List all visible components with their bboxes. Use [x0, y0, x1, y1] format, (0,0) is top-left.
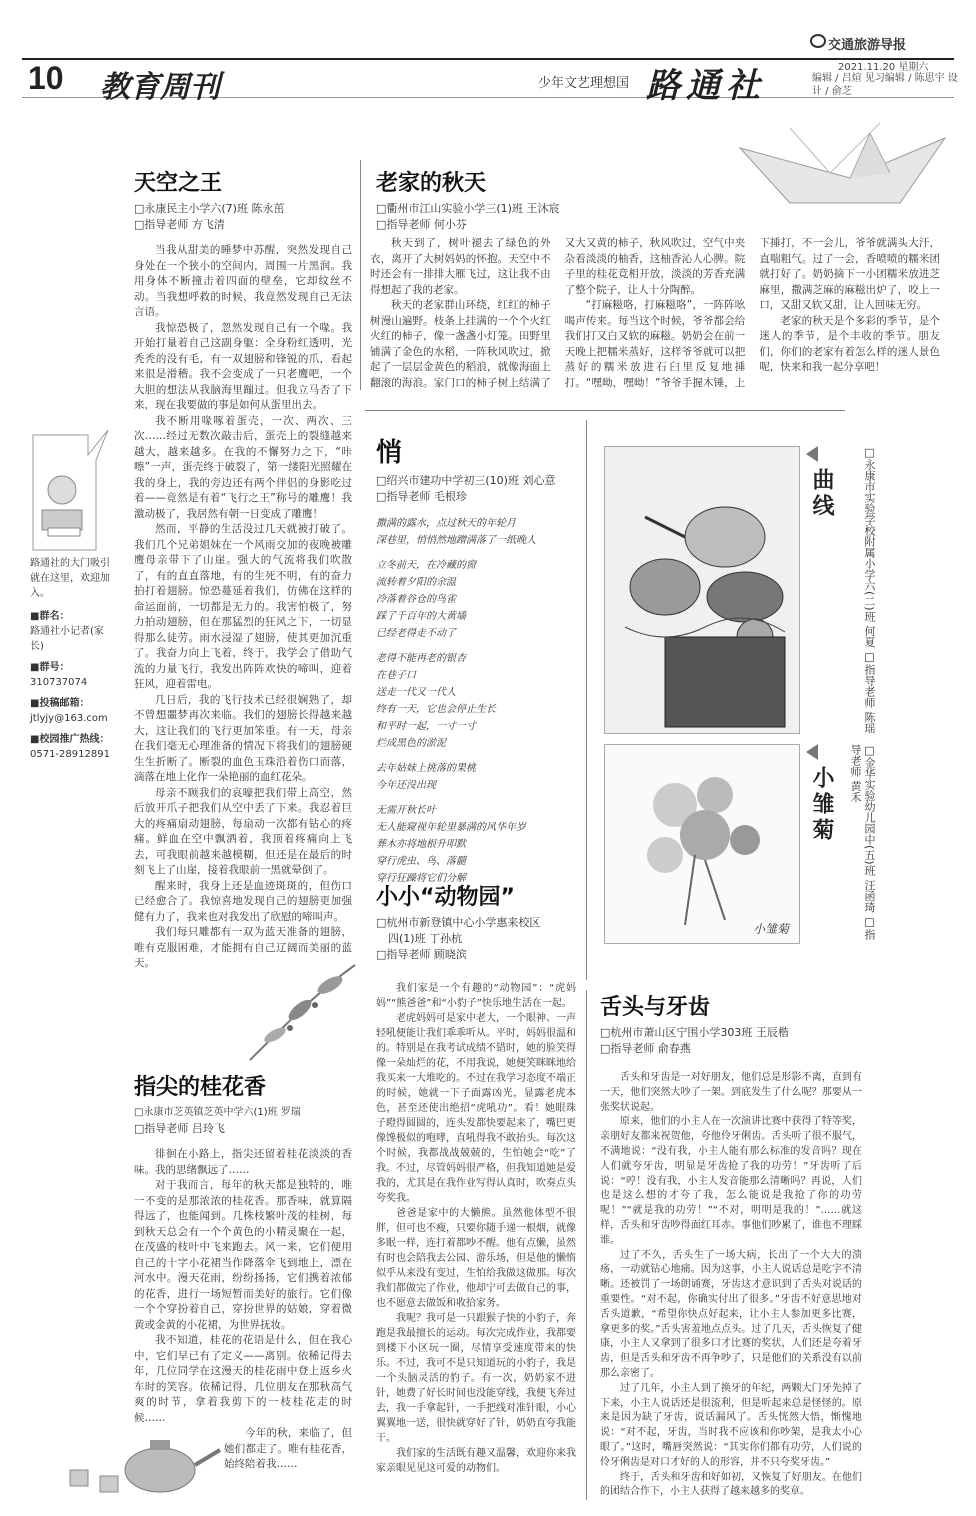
artwork-teacher: □指导老师 陈瑶 — [863, 650, 876, 734]
paragraph: 过了不久，舌头生了一场大病，长出了一个大大的溃疡，一动就钻心地痛。因为这事，小主人说话总是吃字不清晰。还被罚了一场朗诵赛，牙齿这才意识到了舌头对说话的重要性。“对不起，你确实付出了很多。”牙齿不好意思地对舌头道歉，“希望你快点好起来，让小主人参加更多比赛，拿更多的奖。”舌头害羞地点点头。过了几天，舌头恢复了健康，小主人又拿到了很多口才比赛的奖状，人们还是夸着牙齿，但是舌头和牙齿不再争吵了，只是他们的关系没有以前那么亲密了。 — [600, 1249, 862, 1379]
poem-line: 老得不能再老的银杏 — [376, 653, 466, 664]
paragraph: 对于我而言，每年的秋天都是独特的，唯一不变的是那浓浓的桂花香。那香味，就算隔得远了，也能闻到。几株枝繁叶茂的桂树，每到秋天总会有一个个黄色的小精灵聚在一起，在茂盛的枝叶中飞来跑去。风一来，它们便用自己的十字小花裙当作降落伞飞到地上，漂在河水中。漫天花雨，纷纷扬扬，它们携着浓郁的花香，进行一场短暂而美好的旅行。它们像一个个穿扮着自己，穿扮世界的姑娘，穿着微黄或金黄的小花裙，为世界抚妆。 — [134, 1179, 352, 1331]
article-teacher: □指导老师 毛根珍 — [376, 490, 467, 503]
poem-line: 去年姑妹上挑落的果桃 — [376, 763, 476, 774]
poem-line: 已经老得走不动了 — [376, 628, 456, 639]
artwork-author: □永康市实验学校附属小学六(二)班 何夏 — [863, 446, 876, 648]
column-divider — [586, 990, 587, 1500]
artwork-title: 曲线 — [809, 468, 834, 520]
issue-date: 2021.11.20 星期六 — [838, 62, 929, 73]
poem-stanza — [376, 760, 576, 794]
paragraph: 老家的秋天是个多彩的季节，是个迷人的季节，是个丰收的季节。朋友们，你们的老家有着怎么样的迷人景色呢，快来和我一起分享吧！ — [759, 314, 940, 373]
article-body — [134, 243, 352, 972]
section-subtitle: 少年文艺理想国 — [538, 76, 630, 91]
article-teacher: □指导老师 方飞清 — [134, 218, 225, 231]
paragraph: 当我从甜美的睡梦中苏醒，突然发现自己身处在一个狭小的空间内，周围一片黑润。我用身体不断撞击着四面的壁垒，它却纹丝不动。当我想呼救的时候，我竟然发现自己无法言语。 — [134, 244, 352, 318]
hotline-label: ■校园推广热线： — [30, 734, 110, 745]
paragraph: 然而，平静的生活没过几天就被打破了。我们几个兄弟姐妹在一个风雨交加的夜晚被雕鹰母亲带下了山崖。强大的气流将我们吹散了，有的直直落地，有的生死不明，有的奋力拍打着翅膀。惊恐蔓延着我们，仿佛在这样的命运面前，一切都是无力的。我害怕极了，努力拍动翅膀，但在那猛烈的狂风之下，一切显得那么徒劳。雨水浸湿了翅膀，使其更加沉重了。我奋力向上飞着，终于，我学会了借助气流的力量飞行，我发出阵阵欢快的啼叫，迎着狂风，迎着雷电。 — [134, 523, 352, 690]
article-author: □绍兴市建功中学初三(10)班 刘心意 — [376, 474, 556, 487]
article-sky-king — [134, 166, 352, 972]
qq-label: ■群号： — [30, 662, 70, 673]
paragraph: 徘徊在小路上，指尖还留着桂花淡淡的香味。我的思绪飘远了…… — [134, 1148, 352, 1176]
poem-line: 无人能窥视年轮里暴满的风华年岁 — [376, 822, 526, 833]
still-life-teapot-drawing — [605, 447, 800, 734]
artwork-signature: 小雏菊 — [752, 922, 789, 936]
poem-line: 穿行虎虫、鸟、落髓 — [376, 856, 466, 867]
paragraph: 几日后，我的飞行技术已经很娴熟了，却不曾想噩梦再次来临。我们的翅膀长得越来越大，这让我们的飞行更加笨重。有一天，母亲在我们毫无心理准备的情况下将我们的翅膀硬生生折断了。断裂的血色玉珠沿着伤口而落，滴落在地上化作一朵艳丽的血红花朵。 — [134, 693, 352, 783]
poem-line: 流转着夕阳的余温 — [376, 577, 456, 588]
osmanthus-branch-illustration — [230, 960, 360, 1070]
paragraph: “打麻糍咯，打麻糍咯”，一阵阵吆喝声传来。每当这个时候，爷爷都会给我们打又白又软的麻糍。奶奶会在前一天晚上把糯米蒸好，这样爷爷就可以把蒸好的糯米放进石臼里反复地捶打。“嘿呦，嘿呦！”爷爷手握木锤，上下捶打，不一会儿，爷爷就满头大汗，直喘粗气。过了一会，香喷喷的糯米团就打好了。奶奶摘下一小团糯米放进芝麻里，撒满芝麻的麻糍出炉了，咬上一口，又甜又软又甜，让人回味无穷。 — [564, 237, 940, 389]
poem-line: 立冬前天，在冷藏的窗 — [376, 560, 476, 571]
brand-logo-icon — [810, 34, 826, 48]
poem-body — [376, 515, 576, 887]
paragraph: 醒来时，我身上还是血迹斑斑的，但伤口已经愈合了。我惊喜地发现自己的翅膀更加强健有力了，我来也对我发出了欣慰的啼叫声。 — [134, 879, 352, 923]
article-teacher: □指导老师 何小芬 — [376, 218, 467, 231]
poem-line: 和平时一起，一寸一寸 — [376, 721, 476, 732]
poem-line: 烂成黑色的淤泥 — [376, 738, 446, 749]
poem-line: 撒满的露水，点过秋天的年轮月 — [376, 518, 516, 529]
article-title: 悄 — [376, 438, 403, 468]
article-title: 小小“动物园” — [376, 885, 515, 910]
brand-name: 交通旅游导报 — [828, 38, 907, 53]
paragraph: 爸爸是家中的大懒熊。虽然他体型不很胖，但可也不瘦，只要你随手递一根烟，就像多眠一样，连打着都吵不醒。他有点懒，虽然有时也会陪我去公园、游乐场，但是他的懒惰似乎从来没有变过，生怕给我做这做那。每次我们都做完了作业，他却宁可去做自己的事，也不愿意去做饭和收拾家务。 — [376, 1208, 576, 1309]
teapot-illustration — [60, 1420, 230, 1500]
poem-line: 无需开秋长叶 — [376, 805, 436, 816]
poem-stanza — [376, 557, 576, 642]
column-divider — [360, 160, 361, 390]
paragraph: 母亲不顾我们的哀嚎把我们带上高空，然后放开爪子把我们从空中丢了下来。我忍着巨大的疼痛扇动翅膀，每扇动一次都有钻心的疼痛。鲜血在空中飘洒着，我顶着疼痛向上飞去，可我眼前越来越模糊，但还是在最后的时刻飞上了山崖，接着我眼前一黑就晕倒了。 — [134, 786, 352, 876]
column-name: 路通社 — [646, 66, 766, 106]
article-body — [370, 236, 940, 402]
paragraph: 我们每只雕都有一双为蓝天准备的翅膀，唯有克服困难，才能拥有自己辽阔而美丽的蓝天。 — [134, 926, 352, 969]
hotline-value: 0571-28912891 — [30, 749, 110, 760]
email-value[interactable]: jtlyjy@163.com — [30, 713, 108, 724]
qq-value: 310737074 — [30, 677, 88, 688]
paragraph: 原来，他们的小主人在一次演讲比赛中获得了特等奖，亲朋好友都来祝贺他，夸他伶牙俐齿。舌头听了很不服气，不满地说：“没有我，小主人能有那么标准的发音吗？现在人们就夸牙齿，明显是牙齿抢了我的功劳！”牙齿听了后说：“哼！没有我，小主人发音能那么清晰吗？再说，人们也是这么想的才夸了我，怎么能说是我抢了你的功劳呢！”“就是我的功劳！”“不对，明明是我的！”……就这样，舌头和牙齿吵得面红耳赤。事他们吵累了，谁也不理睬谁。 — [600, 1116, 862, 1246]
poem-line: 穿行狂躁将它们分解 — [376, 873, 466, 884]
paragraph: 今年的秋，来临了，但她们都走了。唯有桂花香，始终陪着我…… — [224, 1427, 352, 1470]
article-hometown-autumn — [376, 166, 694, 233]
paragraph: 我们家的生活既有趣又温馨，欢迎你来我家亲眼见见这可爱的动物们。 — [376, 1448, 576, 1474]
paragraph: 过了几年，小主人到了换牙的年纪，两颗大门牙先掉了下来，小主人说话还是很流利，但是听起来总是怪怪的。原来是因为缺了牙齿，说话漏风了。舌头恍然大悟，惭愧地说：“对不起，牙齿，当时我不应该和你吵架，是我太小心眼了。”这时，嘴唇突然说：“其实你们都有功劳，人们说的伶牙俐齿是对口才好的人的形容，并不只夸奖牙齿。” — [600, 1382, 862, 1468]
article-author: □永康民主小学六(7)班 陈永茁 — [134, 202, 285, 215]
article-teacher: □指导老师 顾晓滨 — [376, 948, 467, 961]
article-title: 舌头与牙齿 — [600, 995, 711, 1020]
pointer-triangle-icon — [806, 446, 818, 462]
paragraph: 我不断用喙啄着蛋壳，一次、两次、三次……经过无数次敲击后，蛋壳上的裂缝越来越大，越来越多。在我的不懈努力之下，“咔嚓”一声，蛋壳终于破裂了，第一缕阳光照耀在我的身上，我的旁边还有两个伴侣的身影吃过着——竟然是有着“飞行之王”称号的雕鹰！我激动极了，我居然有朝一日变成了雕鹰！ — [134, 414, 352, 520]
artwork-curves-title-block — [806, 446, 836, 520]
group-label: ■群名： — [30, 611, 70, 622]
daisy-ink-painting — [605, 745, 800, 944]
article-author: □杭州市新登镇中心小学惠来校区 — [376, 916, 541, 929]
poem-line: 葬木亦将地根升叩默 — [376, 839, 466, 850]
article-author: □杭州市萧山区宁围小学303班 王辰楷 — [600, 1026, 789, 1039]
editors-credit: 编辑 / 吕煊 见习编辑 / 陈思宇 设计 / 俞芝 — [812, 73, 958, 97]
artwork-credits — [836, 744, 876, 944]
article-title: 指尖的桂花香 — [134, 1075, 267, 1100]
poem-line: 今年还没出现 — [376, 780, 436, 791]
paragraph: 我不知道，桂花的花语是什么，但在我心中，它们早已有了定义——离别。依稀记得去年，几位同学在这漫天的桂花雨中登上返乡火车时的笑容。依稀记得，几位朋友在那秋高气爽的时节，拿着我剪下的一枝桂花走的时候…… — [134, 1334, 352, 1424]
paragraph: 终于，舌头和牙齿和好如初，又恢复了好朋友。在他们的团结合作下，小主人获得了越来越多的奖章。 — [600, 1471, 862, 1498]
article-title: 天空之王 — [134, 171, 223, 196]
pointer-triangle-icon — [806, 744, 818, 760]
paper-boat-illustration — [730, 118, 950, 238]
article-body — [376, 981, 576, 1476]
poem-stanza — [376, 515, 576, 549]
article-little-zoo — [376, 880, 576, 1476]
paragraph: 我惊恐极了，忽然发现自己有一个喙。我开始打量着自己这副身躯：全身粉红透明，光秃秃的没有毛，有一双翅膀和锋锐的爪，看起来很是滑稽。我不会变成了一只老鹰吧，一个大胆的想法从我脑海里蹦过。但我立马否了下来，现在我要做的事是如何从蛋里出去。 — [134, 321, 352, 411]
paragraph: 我呢？我可是一只跟猴子快的小豹子，奔跑是我最擅长的运动。每次完成作业，我都要到楼下小区玩一圈，尽情享受速度带来的快乐。不过，我可不是只知道玩的小豹子，我是一个头脑灵活的豹子。有一次，奶奶家不进针，她费了好长时间也没能穿线，我便飞奔过去，我一手拿起针，一手把线对准针眼，小心翼翼地一送，很快就穿好了针，奶奶直夸我能干。 — [376, 1313, 576, 1444]
article-author: □永康市芝英镇芝英中学六(1)班 罗瑞 — [134, 1107, 301, 1118]
artwork-teacher: □指导老师 黄禾 — [849, 744, 876, 940]
article-author-class: 四(1)班 丁孙杭 — [388, 932, 463, 945]
paragraph: 舌头和牙齿是一对好朋友，他们总是形影不离，直到有一天，他们突然大吵了一架。到底发生了什么呢？那要从一张奖状说起。 — [600, 1072, 862, 1113]
sidebar-info — [30, 556, 110, 762]
poem-line: 送走一代又一代人 — [376, 687, 456, 698]
artwork-curves — [604, 446, 800, 734]
article-body — [600, 1071, 862, 1500]
poem-line: 在巷子口 — [376, 670, 416, 681]
artwork-author: □金华实验幼儿园中(五)班 汪函琦 — [863, 744, 876, 913]
poem-line: 冷落着谷仓的鸟雀 — [376, 594, 456, 605]
poem-line: 踩了千百年的大黄墙 — [376, 611, 466, 622]
article-author: □衢州市江山实验小学三(1)班 王沐宸 — [376, 202, 560, 215]
poem-stanza — [376, 650, 576, 752]
column-divider — [586, 420, 587, 980]
artwork-daisy-title-block — [806, 744, 836, 844]
article-teacher: □指导老师 俞春燕 — [600, 1042, 691, 1055]
paragraph: 老虎妈妈可是家中老大，一个眼神、一声轻吼便能让我们乖乖听从。平时，妈妈很温和的。特别是在我考试成绩不错时，她的脸笑得像一朵灿烂的花，不用我说，她便笑眯眯地给我买来一大堆吃的。不过在我学习态度不端正的时候，她就一下子面露凶光，显露老虎本色，甚至还使出绝招“虎吼功”。看！她眼珠子瞪得圆圆的，连头发都快要起来了，嘴巴更像馋极似的咆哮，直吼得我不敢抬头。每次这个时候，我都战战兢兢的，生怕她会“吃”了我。不过，尽管妈妈很严格，但我知道她是爱我的，尤其是在我作业写得认真时，吹奏点头夸奖我。 — [376, 1013, 576, 1204]
poem-line: 终有一天，它也会停止生长 — [376, 704, 496, 715]
row-divider — [365, 410, 845, 411]
group-value: 路通社小记者(家长) — [30, 626, 104, 652]
paragraph: 秋天到了，树叶褪去了绿色的外衣，离开了大树妈妈的怀抱。天空中不时还会有一排排大雁飞过，这让我不由得想起了我的老家。 — [370, 237, 551, 296]
article-osmanthus — [134, 1070, 352, 1473]
artwork-title: 小雏菊 — [809, 766, 834, 844]
poem-stanza — [376, 802, 576, 887]
paragraph: 秋天的老家群山环绕，红红的柿子树漫山遍野。枝条上挂满的一个个火红火红的柿子，像一盏盏小灯笼。田野里铺满了金色的水稻，一阵秋风吹过，掀起了一层层金黄色的稻浪，就像海面上翻滚的海浪。家门口的柿子树上结满了又大又黄的柿子，秋风吹过，空气中夹杂着淡淡的柚香，这柚香沁人心脾。院子里的桂花竞相开放，淡淡的芳香充满了整个院子，让人十分陶醉。 — [370, 237, 746, 389]
article-poem-quiet — [376, 432, 576, 887]
paragraph: 我们家是一个有趣的“动物园”：“虎妈妈”“熊爸爸”和“小豹子”快乐地生活在一起。 — [376, 983, 576, 1009]
article-title: 老家的秋天 — [376, 171, 487, 196]
reading-girl-illustration — [28, 430, 118, 560]
artwork-daisy — [604, 744, 800, 944]
article-teacher: □指导老师 吕玲飞 — [134, 1122, 225, 1135]
poem-line: 深巷里，悄悄然地蹭满落了一纸晚人 — [376, 535, 536, 546]
artwork-credits — [836, 446, 876, 736]
article-tongue-teeth — [600, 990, 862, 1500]
sidebar-intro: 路通社的大门吸引就在这里，欢迎加入。 — [30, 558, 110, 599]
email-label: ■投稿邮箱： — [30, 698, 90, 709]
section-title: 教育周刊 — [100, 70, 220, 105]
page-number: 10 — [28, 60, 64, 96]
